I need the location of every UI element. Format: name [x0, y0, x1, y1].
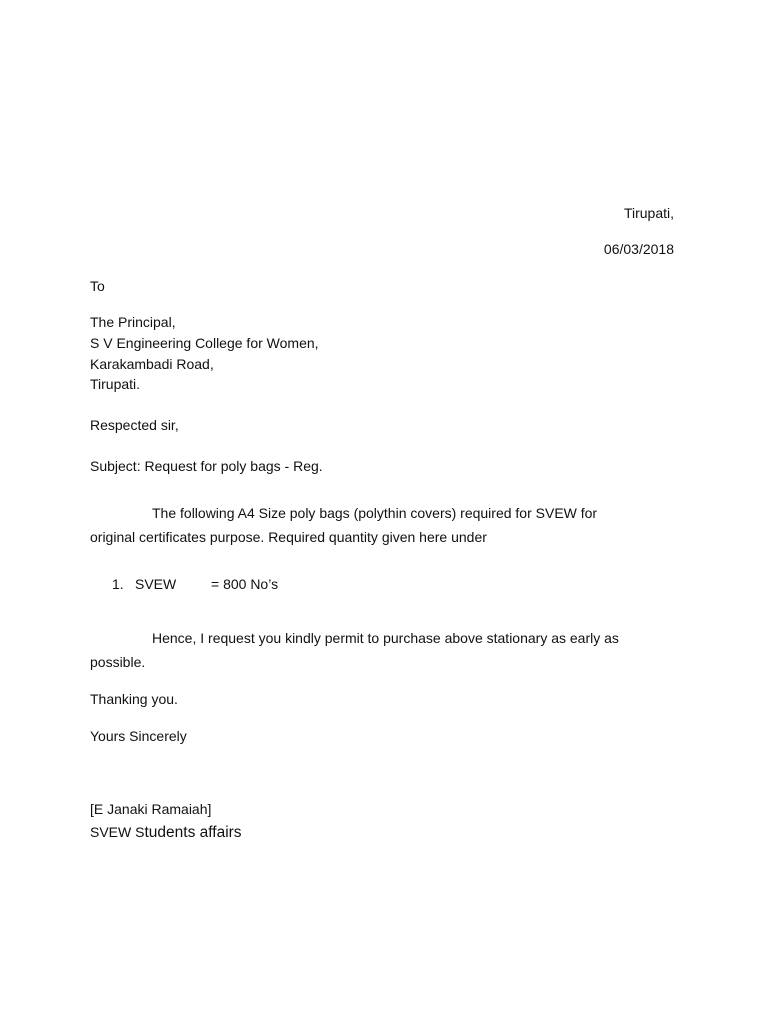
to-label: To — [90, 278, 105, 294]
letter-place: Tirupati, — [623, 205, 674, 221]
signatory-dept-prefix: SVEW S — [90, 824, 145, 840]
body-paragraph-1-line-2: original certificates purpose. Required quantity given here under — [90, 529, 487, 545]
salutation: Respected sir, — [90, 417, 179, 433]
address-line-4: Tirupati. — [90, 376, 141, 392]
body-paragraph-2-line-1: Hence, I request you kindly permit to purchase above stationary as early as — [152, 630, 619, 646]
signatory-name: [E Janaki Ramaiah] — [90, 801, 212, 817]
address-line-1: The Principal, — [90, 314, 176, 330]
body-paragraph-2-line-2: possible. — [90, 654, 146, 670]
subject-line: Subject: Request for poly bags - Reg. — [90, 458, 323, 474]
body-paragraph-1-line-1: The following A4 Size poly bags (polythin covers) required for SVEW for — [152, 505, 598, 521]
signatory-department — [90, 823, 242, 842]
list-item-quantity: = 800 No’s — [211, 576, 279, 592]
list-item-name: SVEW — [135, 576, 177, 592]
address-line-2: S V Engineering College for Women, — [90, 335, 319, 351]
address-line-3: Karakambadi Road, — [90, 356, 214, 372]
letter-date: 06/03/2018 — [603, 241, 674, 257]
thanking-line: Thanking you. — [90, 691, 178, 707]
signatory-dept-rest: tudents affairs — [144, 824, 242, 841]
closing-line: Yours Sincerely — [90, 728, 187, 744]
list-item-number: 1. — [112, 576, 124, 592]
